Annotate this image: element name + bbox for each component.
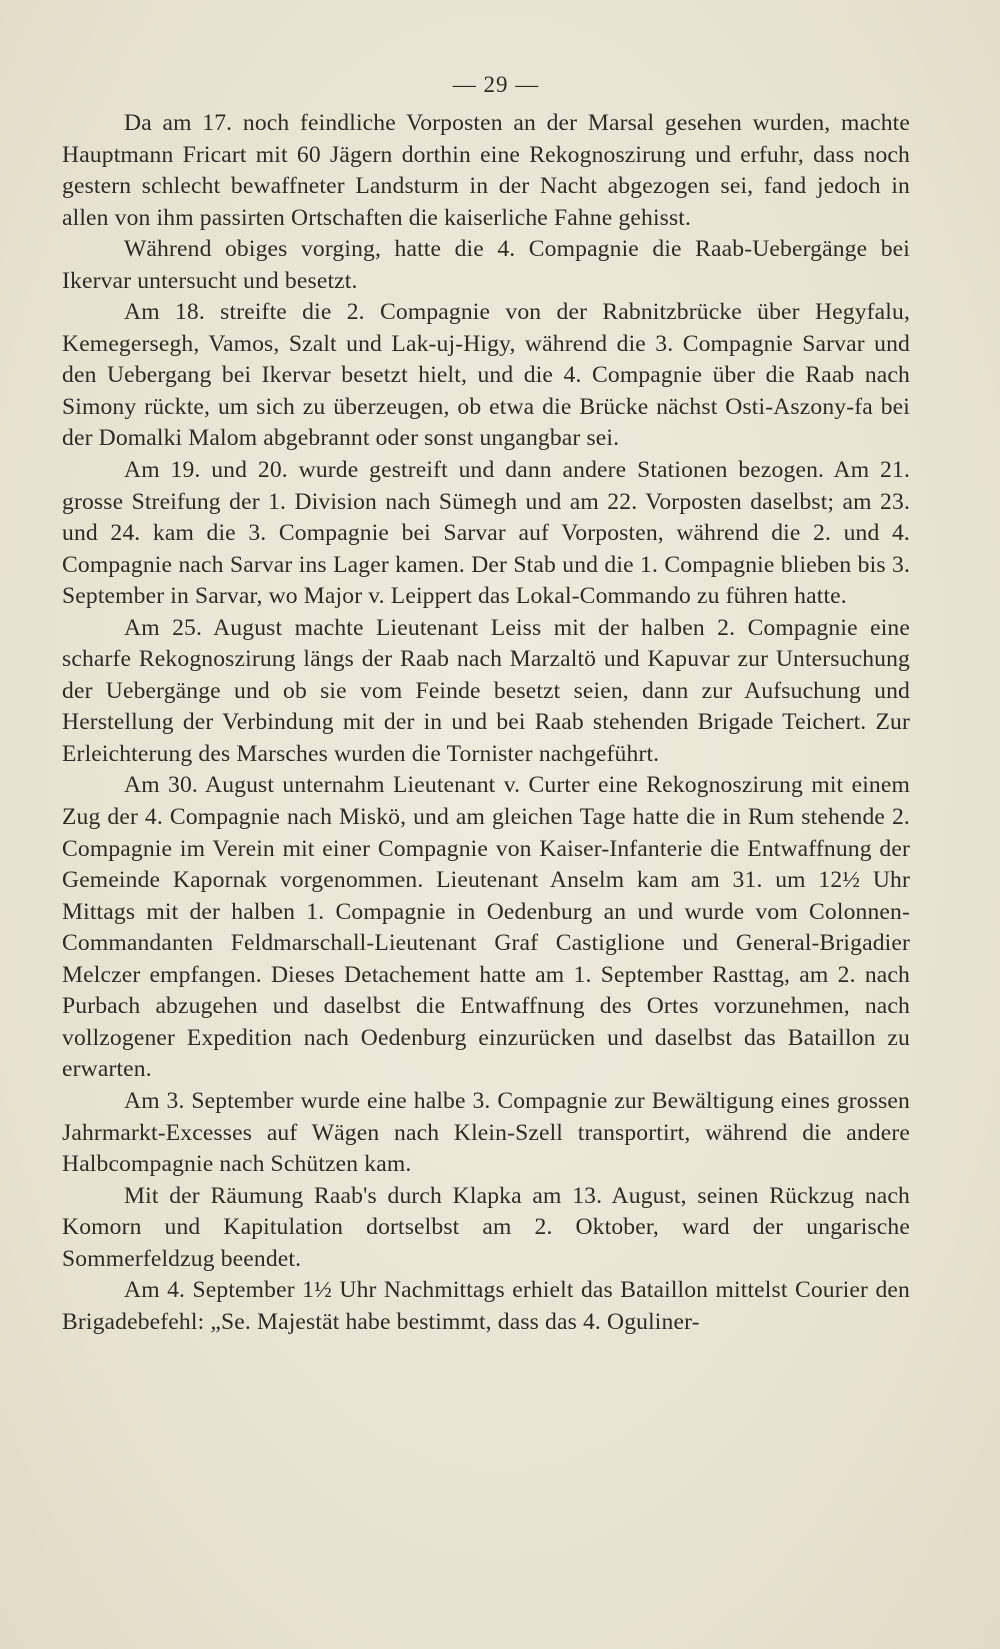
book-page: [62, 62, 910, 1338]
paragraph-5: Am 25. August machte Lieutenant Leiss mit der halben 2. Compagnie eine scharfe Rekognoszirung längs der Raab nach Marzaltö und Kapuvar zur Untersuchung der Uebergänge und ob sie vom Feinde besetzt seien, dann zur Aufsuchung und Herstellung der Verbindung mit der in und bei Raab stehenden Brigade Teichert. Zur Erleichterung des Marsches wurden die Tornister nachgeführt.: [62, 614, 910, 767]
paragraph-2: Während obiges vorging, hatte die 4. Compagnie die Raab-Uebergänge bei Ikervar untersucht und besetzt.: [62, 236, 910, 294]
paragraph-8: Mit der Räumung Raab's durch Klapka am 13. August, seinen Rückzug nach Komorn und Kapitulation dortselbst am 2. Oktober, ward der ungarische Sommerfeldzug beendet.: [62, 1182, 910, 1272]
page-number: — 29 —: [452, 72, 540, 97]
paragraph-3: Am 18. streifte die 2. Compagnie von der Rabnitzbrücke über Hegyfalu, Kemegersegh, Vamos, Szalt und Lak-uj-Higy, während die 3. Compagnie Sarvar und den Uebergang bei Ikervar besetzt hielt, und die 4. Compagnie über die Raab nach Simony rückte, um sich zu überzeugen, ob etwa die Brücke nächst Osti-Aszony-fa bei der Domalki Malom abgebrannt oder sonst ungangbar sei.: [62, 299, 910, 452]
paragraph-7: Am 3. September wurde eine halbe 3. Compagnie zur Bewältigung eines grossen Jahrmarkt-Excesses auf Wägen nach Klein-Szell transportirt, während die andere Halbcompagnie nach Schützen kam.: [62, 1087, 910, 1178]
paragraph-4: Am 19. und 20. wurde gestreift und dann andere Stationen bezogen. Am 21. grosse Streifung der 1. Division nach Sümegh und am 22. Vorposten daselbst; am 23. und 24. kam die 3. Compagnie bei Sarvar auf Vorposten, während die 2. und 4. Compagnie nach Sarvar ins Lager kamen. Der Stab und die 1. Compagnie blieben bis 3. September in Sarvar, wo Major v. Leippert das Lokal-Commando zu führen hatte.: [62, 457, 910, 610]
paragraph-1: Da am 17. noch feindliche Vorposten an der Marsal gesehen wurden, machte Hauptmann Fricart mit 60 Jägern dorthin eine Rekognoszirung und erfuhr, dass noch gestern schlecht bewaffneter Landsturm in der Nacht abgezogen sei, fand jedoch in allen von ihm passirten Ortschaften die kaiserliche Fahne gehisst.: [62, 110, 910, 231]
paragraph-6: Am 30. August unternahm Lieutenant v. Curter eine Rekognoszirung mit einem Zug der 4. Compagnie nach Miskö, und am gleichen Tage hatte die in Rum stehende 2. Compagnie im Verein mit einer Compagnie von Kaiser-Infanterie die Entwaffnung der Gemeinde Kapornak vorgenommen. Lieutenant Anselm kam am 31. um 12½ Uhr Mittags mit der halben 1. Compagnie in Oedenburg an und wurde vom Colonnen-Commandanten Feldmarschall-Lieutenant Graf Castiglione und General-Brigadier Melczer empfangen. Dieses Detachement hatte am 1. September Rasttag, am 2. nach Purbach abzugehen und daselbst die Entwaffnung des Ortes vorzunehmen, nach vollzogener Expedition nach Oedenburg einzurücken und daselbst das Bataillon zu erwarten.: [62, 772, 910, 1083]
paragraph-9: Am 4. September 1½ Uhr Nachmittags erhielt das Bataillon mittelst Courier den Brigadebefehl: „Se. Majestät habe bestimmt, dass das 4. Oguliner-: [62, 1277, 910, 1335]
